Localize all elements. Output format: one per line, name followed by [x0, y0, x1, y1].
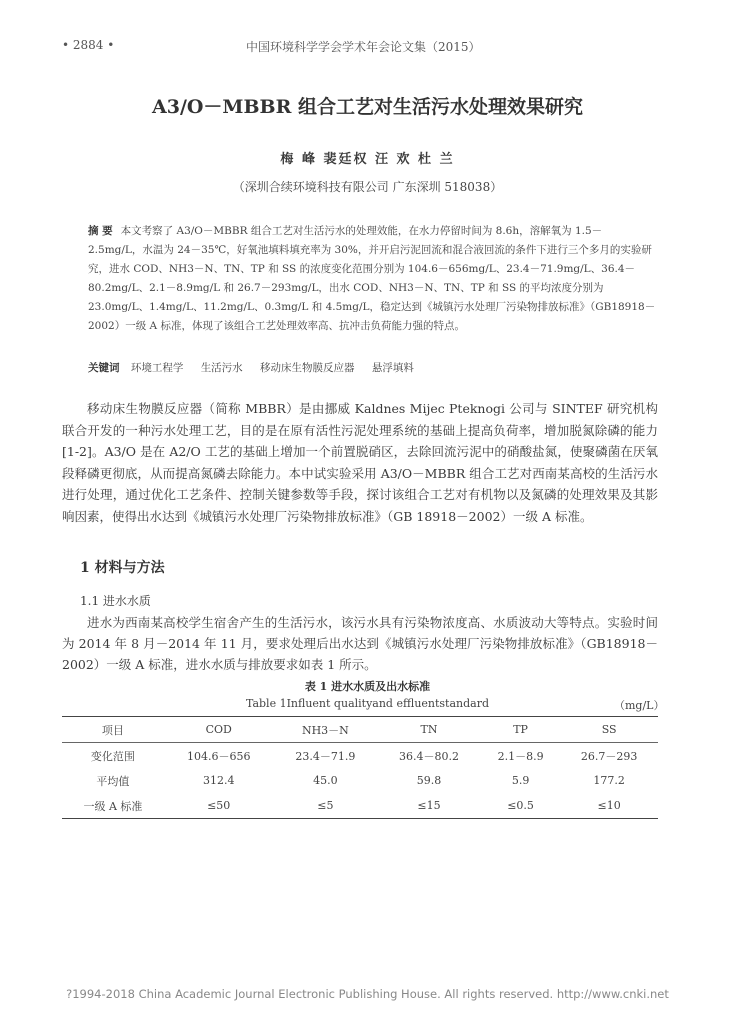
table-cell: ≤0.5	[481, 793, 560, 819]
table-row	[62, 743, 658, 769]
keyword: 移动床生物膜反应器	[260, 362, 355, 374]
table-cell: 23.4－71.9	[295, 749, 356, 763]
table-caption-cn: 表 1 进水水质及出水标准	[304, 680, 431, 693]
table-row	[62, 768, 658, 793]
table-cell: 变化范围	[90, 749, 135, 763]
table-cell: 平均值	[96, 774, 130, 788]
keyword: 悬浮填料	[371, 362, 414, 374]
influent-paragraph: 进水为西南某高校学生宿舍产生的生活污水，该污水具有污染物浓度高、水质波动大等特点。实验时间为 2014 年 8 月－2014 年 11 月，要求处理后出水达到《城镇污水处理厂污染物排放标准》（GB18918－2002）一级 A 标准，进水水质与排放要求如表 1 所示。	[62, 615, 658, 672]
table-header-cell: NH3－N	[274, 717, 378, 743]
abstract-text: 本文考察了 A3/O－MBBR 组合工艺对生活污水的处理效能，在水力停留时间为 8.6h，溶解氧为 1.5－2.5mg/L，水温为 24－35℃，好氧池填料填充率为 30%，并开启污泥回流和混合液回流的条件下进行三个多月的实验研究，进水 COD、NH3－N、TN、TP 和 SS 的浓度变化范围分别为 104.6－656mg/L、23.4－71.9mg/L、36.4－80.2mg/L、2.1－8.9mg/L 和 26.7－293mg/L，出水 COD、NH3－N、TN、TP 和 SS 的平均浓度分别为 23.0mg/L、1.4mg/L、11.2mg/L、0.3mg/L 和 4.5mg/L，稳定达到《城镇污水处理厂污染物排放标准》（GB18918－2002）一级 A 标准，体现了该组合工艺处理效率高、抗冲击负荷能力强的特点。	[88, 225, 656, 332]
keyword: 生活污水	[200, 362, 243, 374]
table-caption-en: Table 1Influent qualityand effluentstandard	[245, 697, 490, 710]
table-cell: ≤15	[377, 793, 481, 819]
table-header-cell: COD	[164, 717, 274, 743]
table-cell: 5.9	[511, 774, 530, 787]
table-row	[62, 793, 658, 819]
section-heading: 1 材料与方法	[80, 560, 165, 576]
paper-title: A3/O－MBBR 组合工艺对生活污水处理效果研究	[151, 96, 583, 118]
table-cell: ≤10	[560, 793, 658, 819]
table-cell: 26.7－293	[580, 749, 638, 763]
keyword: 环境工程学	[130, 362, 184, 374]
table-cell: ≤5	[274, 793, 378, 819]
intro-paragraph: 移动床生物膜反应器（简称 MBBR）是由挪威 Kaldnes Mijec Pteknogi 公司与 SINTEF 研究机构联合开发的一种污水处理工艺，目的是在原有活性污泥处理系统的基础上提高负荷率，增加脱氮除磷的能力[1-2]。A3/O 是在 A2/O 工艺的基础上增加一个前置脱硝区，去除回流污泥中的硝酸盐氮，使聚磷菌在厌氧段释磷更彻底，从而提高氮磷去除能力。本中试实验采用 A3/O－MBBR 组合工艺对西南某高校的生活污水进行处理，通过优化工艺条件、控制关键参数等手段，探讨该组合工艺对有机物以及氮磷的处理效果及其影响因素，使得出水达到《城镇污水处理厂污染物排放标准》（GB 18918－2002）一级 A 标准。	[62, 401, 658, 524]
authors: 梅 峰 裴廷权 汪 欢 杜 兰	[280, 152, 455, 167]
table-header-cell: TP	[481, 717, 560, 743]
abstract-label: 摘 要	[88, 225, 113, 237]
table-header-row	[62, 717, 658, 743]
keywords-label: 关键词	[88, 362, 120, 374]
table-header-cell: TN	[377, 717, 481, 743]
page-number: • 2884 •	[62, 38, 115, 52]
table-header-cell: 项目	[62, 717, 164, 743]
table-cell: 104.6－656	[186, 749, 251, 763]
table-cell: ≤50	[164, 793, 274, 819]
table-cell: 36.4－80.2	[399, 749, 460, 763]
running-header-journal: 中国环境科学学会学术年会论文集（2015）	[246, 40, 481, 54]
copyright-footer: ?1994-2018 China Academic Journal Electronic Publishing House. All rights reserved. http://www.cnki.net	[66, 987, 669, 1001]
abstract	[88, 222, 656, 336]
subsection-heading: 1.1 进水水质	[80, 594, 151, 608]
table-cell: 45.0	[313, 774, 338, 787]
table-unit: （mg/L）	[614, 699, 665, 712]
affiliation: （深圳合续环境科技有限公司 广东深圳 518038）	[232, 180, 503, 194]
table-cell: 一级 A 标准	[62, 793, 164, 819]
table-cell: 2.1－8.9	[497, 749, 544, 763]
table-header-cell: SS	[560, 717, 658, 743]
table-cell: 177.2	[593, 774, 625, 787]
influent-quality-table	[62, 716, 658, 819]
table-cell: 59.8	[416, 774, 442, 787]
table-cell: 312.4	[202, 774, 235, 787]
keywords	[88, 360, 656, 375]
